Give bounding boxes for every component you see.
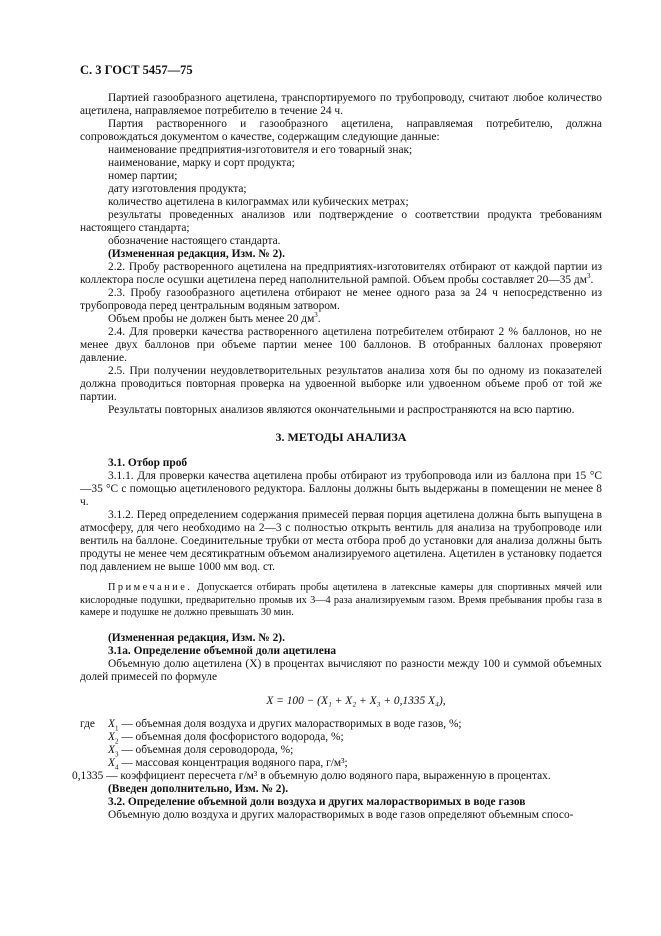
where-label: где	[80, 717, 95, 730]
section-title: 3. МЕТОДЫ АНАЛИЗА	[275, 430, 407, 444]
subsection-title: 3.2. Определение объемной доли воздуха и других малорастворимых в воде газов	[108, 795, 526, 808]
page-header: С. 3 ГОСТ 5457—75	[80, 63, 193, 77]
symbol: X	[108, 717, 115, 730]
subscript: 2	[114, 736, 119, 745]
paragraph-2-4: 2.4. Для проверки качества растворенного ацетилена потребителем отбирают 2 % баллонов, но не менее двух баллонов при объеме партии менее 100 баллонов. В отобранных баллонах проверяют давление.	[80, 326, 602, 364]
definition-row	[80, 744, 602, 757]
subscript: 3	[114, 749, 119, 758]
amendment-note: (Введен дополнительно, Изм. № 2).	[108, 782, 289, 795]
symbol: X	[108, 743, 115, 756]
amendment-note: (Измененная редакция, Изм. № 2).	[108, 248, 285, 260]
text: — объемная доля фосфористого водорода, %;	[118, 730, 344, 743]
note	[80, 582, 602, 620]
definition-row	[80, 731, 602, 744]
paragraph: Результаты повторных анализов являются окончательными и распространяются на всю партию.	[108, 404, 575, 416]
superscript: 3	[314, 311, 318, 320]
coefficient-definition: 0,1335 — коэффициент пересчета г/м³ в объемную долю водяного пара, выраженную в процентах.	[72, 769, 551, 782]
paragraph: Объем пробы не должен быть менее 20 $дм^3$.	[108, 311, 321, 325]
list-item: результаты проведенных анализов или подтверждение о соответствии продукта требованиям настоящего стандарта;	[80, 209, 602, 234]
text: — массовая концентрация водяного пара, г/м³;	[118, 756, 348, 769]
subscript: 1	[114, 723, 119, 732]
paragraph-2-5: 2.5. При получении неудовлетворительных результатов анализа хотя бы по одному из показателей должна проводиться повторная проверка на удвоенной выборке или удвоенном объеме проб от той же партии.	[80, 365, 602, 403]
definition-row	[80, 757, 602, 770]
text: — объемная доля воздуха и других малорастворимых в воде газов, %;	[118, 717, 462, 730]
list-item: номер партии;	[108, 170, 178, 182]
definition	[108, 718, 462, 731]
list-item: обозначение настоящего стандарта.	[108, 235, 281, 247]
list-item: наименование, марку и сорт продукта;	[108, 157, 295, 169]
definition-row	[80, 718, 602, 731]
text: 2.2. Пробу растворенного ацетилена на предприятиях-изготовителях отбирают от каждой партии из коллектора после осушки ацетилена перед наполнительной рампой. Объем пробы составляет 20—35 дм	[80, 261, 602, 286]
paragraph-2-2: 2.2. Пробу растворенного ацетилена на предприятиях-изготовителях отбирают от каждой партии из коллектора после осушки ацетилена перед наполнительной рампой. Объем пробы составляет 20—35 $дм^3$.	[80, 261, 602, 286]
text: Объем пробы не должен быть менее 20 дм	[108, 313, 315, 325]
symbol: X	[108, 756, 115, 769]
symbol: X	[108, 730, 115, 743]
list-item: количество ацетилена в килограммах или кубических метрах;	[108, 196, 409, 208]
paragraph: Партией газообразного ацетилена, транспортируемого по трубопроводу, считают любое количество ацетилена, направляемое потребителю в течение 24 ч.	[80, 92, 602, 117]
document-page	[72, 63, 602, 822]
paragraph-2-3: 2.3. Пробу газообразного ацетилена отбирают не менее одного раза за 24 ч непосредственно из трубопровода перед центральным водяным затвором.	[80, 287, 602, 312]
list-item: дату изготовления продукта;	[108, 183, 247, 195]
superscript: 3	[586, 272, 591, 281]
list-item: наименование предприятия-изготовителя и его товарный знак;	[108, 144, 413, 156]
note-text: Допускается отбирать пробы ацетилена в латексные камеры для спортивных мячей или кислородные подушки, предварительно промыв их 3—4 раза анализируемым газом. Время пребывания пробы газа в камере и подушке не должно превышать 30 мин.	[80, 582, 602, 618]
note-label: Примечание.	[108, 582, 193, 593]
subsection-title: 3.1. Отбор проб	[108, 457, 188, 469]
formula: X = 100 − (X₁ + X₂ + X₃ + 0,1335 X₄),	[266, 694, 446, 707]
paragraph: Объемную долю воздуха и других малорастворимых в воде газов определяют объемным спосо-	[108, 808, 574, 821]
paragraph: Объемную долю ацетилена (X) в процентах вычисляют по разности между 100 и суммой объемных долей примесей по формуле	[80, 657, 602, 683]
amendment-note: (Измененная редакция, Изм. № 2).	[108, 631, 285, 644]
text: — объемная доля сероводорода, %;	[118, 743, 294, 756]
subscript: 4	[114, 762, 119, 771]
subsection-title: 3.1а. Определение объемной доли ацетилена	[108, 644, 337, 657]
paragraph-3-1-2: 3.1.2. Перед определением содержания примесей первая порция ацетилена должна быть выпущена в атмосферу, для чего необходимо на 2—3 с полностью открыть вентиль для анализа на трубопроводе или вентиль на баллоне. Соединительные трубки от места отбора проб до установки для анализа должны быть продуты не менее чем десятикратным объемом анализируемого ацетилена. Ацетилен в установку подается под давлением не выше 1000 мм вод. ст.	[80, 509, 602, 573]
paragraph: Партия растворенного и газообразного ацетилена, направляемая потребителю, должна сопровождаться документом о качестве, содержащим следующие данные:	[80, 118, 602, 143]
paragraph-3-1-1: 3.1.1. Для проверки качества ацетилена пробы отбирают из трубопровода или из баллона при 15 °С—35 °С с помощью ацетиленового редуктора. Баллоны должны быть выдержаны в помещении не менее 8 ч.	[80, 470, 602, 508]
